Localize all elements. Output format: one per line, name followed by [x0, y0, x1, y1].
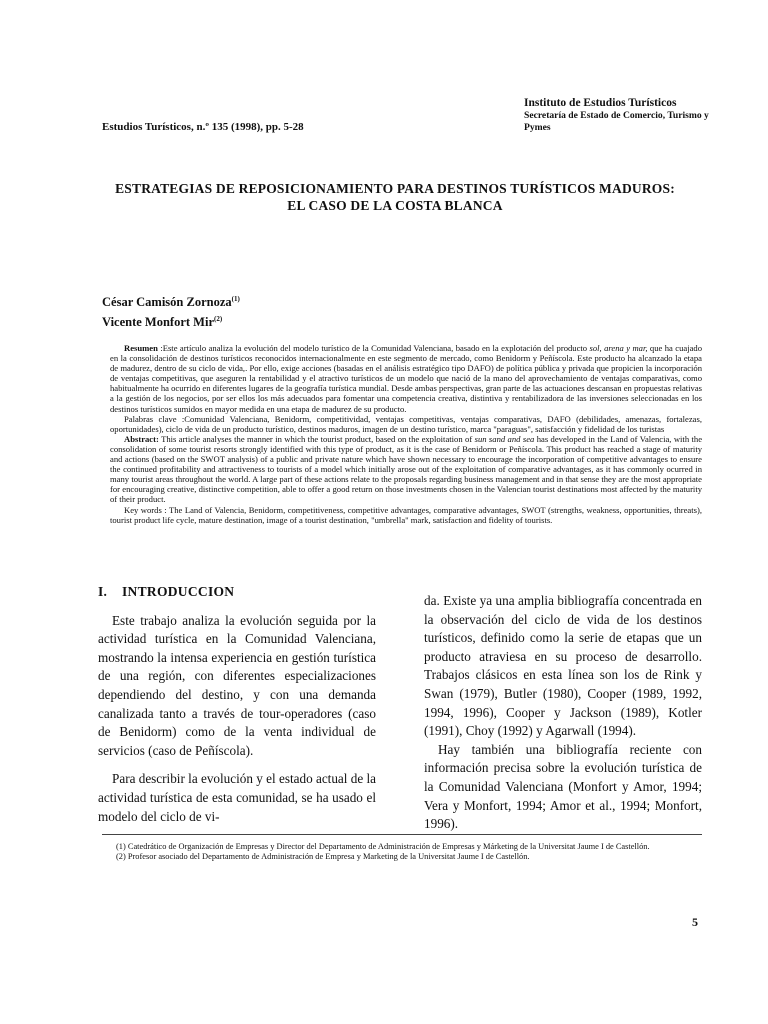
abstract-paragraph: [110, 434, 702, 505]
keywords-paragraph: Key words : The Land of Valencia, Benidorm, competitiveness, competitive advantages, comparative advantages, SWOT (strengths, weakness, opportunities, threats), tourist product life cycle, mature destination, image of a tourist destination, "umbrella" mark, satisfaction and fidelity of tourists.: [110, 504, 702, 525]
resumen-text: que ha cuajado en la consolidación de destinos turísticos reconocidos internacionalmente en este segmento de mercado, como Benidorm y Peñíscola. Este producto ha alcanzado la etapa de madurez, dentro de su ciclo de vida,. Por ello, exige acciones (basadas en el análisis estratégico tipo DAFO) de política pública y privada que propicien la incorporación de ventajas competitivas, que aseguren la rentabilidad y el atractivo turísticos de un modelo que nació de la mano del aprovechamiento de ventajas comparativas, como habitualmente ha ocurrido en diferentes lugares de la geografía turística mundial. Desde ambas perspectivas, gran parte de las actuaciones descansan en propuestas relativas a la gestión de los negocios, por ser ellos los más adecuados para fomentar una competencia creativa, distintiva y rentabilizadora de las inversiones seleccionadas en los destinos turísticos sumidos en mayor medida en una etapa de madurez de su producto.: [110, 343, 703, 414]
abstract-text: This article analyses the manner in which the tourist product, based on the exploitation of: [158, 433, 475, 444]
footnote-mark: (2): [214, 315, 223, 324]
author-name: César Camisón Zornoza: [102, 295, 232, 310]
abstract-block: [110, 343, 702, 525]
footnotes: [102, 842, 702, 863]
author-list: [102, 291, 240, 331]
footnote-1: (1) Catedrático de Organización de Empresas y Director del Departamento de Administración de Empresas y Márketing de la Universitat Jaume I de Castellón.: [116, 842, 650, 851]
footnote-2: (2) Profesor asociado del Departamento de Administración de Empresa y Marketing de la Universitat Jaume I de Castellón.: [116, 852, 530, 862]
resumen-italic: sol, arena y mar,: [589, 343, 648, 353]
resumen-paragraph: [110, 343, 702, 414]
abstract-text: has developed in the Land of Valencia, with the consolidation of some tourist resorts strongly identified with this type of product, as it is the case of Benidorm or Peñíscola. This product has reached a stage of maturity and actions (based on the SWOT analysis) of a public and private nature which have shown necessary to encourage the incorporation of competitive advantages to ensure the continued profitability and attractiveness to tourists of a model which initially arose out of the exploitation of comparative advantages, as it has commonly ocurred in many tourist areas throughout the world. A large part of these actions relate to the proposals regarding business management and in that sense they are the most appropriate for encouraging creative, distinctive competition, able to offer a good return on those investments chosen in the Valencian tourist destinations most affected by the maturity of their product.: [110, 433, 703, 505]
institute-subtitle: Secretaría de Estado de Comercio, Turismo y Pymes: [524, 110, 709, 133]
section-number: I.: [98, 584, 108, 599]
palabras-clave-paragraph: Palabras clave :Comunidad Valenciana, Benidorm, competitividad, ventajas competitivas, ventajas comparativas, DAFO (debilidades, amenazas, fortalezas, oportunidades), ciclo de vida de un producto turístico, destinos maduros, imagen de un destino turístico, marca "paraguas", satisfacción y fidelidad de los turistas: [110, 413, 702, 434]
author-2: [102, 311, 240, 331]
abstract-label: Abstract:: [124, 433, 159, 444]
body-paragraph: Para describir la evolución y el estado actual de la actividad turística de esta comunidad, se ha usado el modelo del ciclo de vi-: [98, 771, 377, 824]
author-1: [102, 291, 240, 311]
article-title: ESTRATEGIAS DE REPOSICIONAMIENTO PARA DESTINOS TURÍSTICOS MADUROS: EL CASO DE LA COSTA BLANCA: [115, 181, 675, 213]
resumen-label: Resumen: [124, 343, 158, 353]
author-name: Vicente Monfort Mir: [102, 315, 214, 330]
body-paragraph: Este trabajo analiza la evolución seguida por la actividad turística en la Comunidad Valenciana, mostrando la intensa experiencia en gestión turística de una región, con diferentes especializaciones dependiendo del destino, y con una demanda canalizada tanto a través de tour-operadores (caso de Benidorm) como de la venta individual de servicios (caso de Peñíscola).: [98, 612, 376, 758]
institute-name: Instituto de Estudios Turísticos: [524, 97, 677, 109]
resumen-text: :Este artículo analiza la evolución del modelo turístico de la Comunidad Valenciana, basado en la explotación del producto: [157, 343, 590, 353]
page-number: 5: [692, 915, 698, 929]
footnote-divider: [102, 834, 702, 835]
section-heading: [98, 583, 376, 602]
right-column: [424, 592, 702, 834]
body-paragraph: da. Existe ya una amplia bibliografía concentrada en la observación del ciclo de vida de los destinos turísticos, definido como la serie de etapas que un producto atraviesa en su proceso de desarrollo. Trabajos clásicos en esta línea son los de Rink y Swan (1979), Butler (1980), Cooper (1989, 1992, 1994, 1996), Cooper y Jackson (1989), Kotler (1991), Choy (1992) y Agarwall (1994).: [424, 593, 702, 739]
section-title: INTRODUCCION: [122, 584, 235, 599]
left-column: [98, 583, 376, 826]
abstract-italic: sun sand and sea: [474, 433, 535, 444]
journal-reference: Estudios Turísticos, n.º 135 (1998), pp. 5-28: [102, 121, 304, 133]
body-paragraph: Hay también una bibliografía reciente con información precisa sobre la evolución turística de la Comunidad Valenciana (Monfort y Amor, 1994; Vera y Monfort, 1994; Amor et al., 1994; Monfort, 1996).: [424, 741, 702, 832]
footnote-mark: (1): [231, 295, 240, 303]
